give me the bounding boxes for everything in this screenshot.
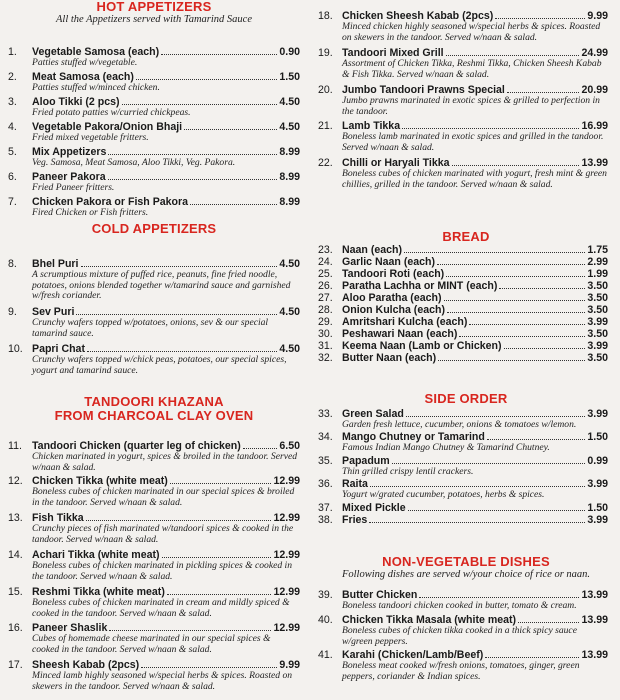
item-description: Boneless cubes of chicken marinated with yogurt, fresh mint & green chillies, grilled in the tandoor. Served w/naan & salad. [342,168,607,190]
menu-item [318,340,608,352]
item-description: Thin grilled crispy lentil crackers. [342,466,474,477]
menu-item-row [318,352,608,364]
item-name: Karahi (Chicken/Lamb/Beef) [342,649,484,661]
item-price: 0.90 [279,46,300,58]
item-name: Tandoori Roti (each) [342,268,445,280]
item-name: Jumbo Tandoori Prawns Special [342,84,505,96]
dot-leader [141,667,277,668]
item-description: Crunchy pieces of fish marinated w/tandoori spices & cooked in the tandoor. Served w/naan & salad. [32,523,294,545]
item-description: Chicken marinated in yogurt, spices & broiled in the tandoor. Served w/naan & salad. [32,451,298,473]
item-price: 3.99 [587,478,608,490]
dot-leader [447,312,585,313]
item-price: 8.99 [279,171,300,183]
item-number: 37. [318,502,333,514]
item-price: 12.99 [273,622,300,634]
menu-item [8,549,300,582]
item-price: 4.50 [279,258,300,270]
item-description: Boneless meat cooked w/fresh onions, tomatoes, ginger, green peppers, coriander & Indian spices. [342,660,580,682]
dot-leader [452,165,580,166]
dot-leader [404,252,585,253]
menu-item [318,268,608,280]
item-price: 12.99 [273,512,300,524]
dot-leader [487,439,586,440]
item-description: Boneless cubes of chicken marinated in our special spices & broiled in the tandoor. Served w/naan & salad. [32,486,295,508]
item-number: 21. [318,120,333,132]
item-price: 13.99 [581,589,608,601]
item-number: 23. [318,244,333,256]
item-description: Boneless cubes of chicken marinated in cream and mildly spiced & cooked in the tandoor. Served w/naan & salad. [32,597,290,619]
menu-item [318,47,608,80]
item-number: 25. [318,268,333,280]
section-note: Following dishes are served w/your choice of rice or naan. [341,569,591,580]
item-number: 16. [8,622,23,634]
item-price: 13.99 [581,614,608,626]
item-name: Vegetable Pakora/Onion Bhaji [32,121,183,133]
menu-item [8,258,300,302]
dot-leader [446,276,585,277]
dot-leader [162,557,272,558]
item-description: Patties stuffed w/vegetable. [32,57,138,68]
item-description: Yogurt w/grated cucumber, potatoes, herbs & spices. [342,489,545,500]
dot-leader [406,416,586,417]
item-description: Crunchy wafers topped w/potatoes, onions, sev & our special tamarind sauce. [32,317,269,339]
item-number: 40. [318,614,333,626]
item-number: 35. [318,455,333,467]
right-column [312,0,620,700]
item-price: 3.50 [587,352,608,364]
dot-leader [184,129,277,130]
item-name: Paneer Pakora [32,171,106,183]
item-number: 38. [318,514,333,526]
item-number: 13. [8,512,23,524]
item-description: Assortment of Chicken Tikka, Reshmi Tikka, Chicken Sheesh Kabab & Fish Tikka. Served w/naan & salad. [342,58,602,80]
item-number: 29. [318,316,333,328]
item-number: 41. [318,649,333,661]
dot-leader [392,463,586,464]
section-heading-tandoori-khazana: TANDOORI KHAZANA [84,394,224,409]
item-number: 4. [8,121,17,133]
menu-item [318,120,608,153]
item-name: Mixed Pickle [342,502,406,514]
item-name: Lamb Tikka [342,120,401,132]
menu-item [318,10,608,43]
item-price: 3.99 [587,408,608,420]
item-price: 24.99 [581,47,608,59]
item-name: Keema Naan (Lamb or Chicken) [342,340,502,352]
item-number: 39. [318,589,333,601]
section-heading-cold-appetizers: COLD APPETIZERS [91,221,217,236]
item-name: Fish Tikka [32,512,84,524]
menu-item-row [318,268,608,280]
menu-item [8,586,300,619]
dot-leader [108,154,277,155]
item-name: Tandoori Chicken (quarter leg of chicken) [32,440,241,452]
dot-leader [469,324,585,325]
menu-item [318,408,608,431]
left-column [0,0,308,700]
menu-item [318,478,608,501]
item-price: 3.99 [587,514,608,526]
item-name: Paratha Lachha or MINT (each) [342,280,498,292]
menu-item [318,292,608,304]
item-price: 6.50 [279,440,300,452]
item-description: Boneless lamb marinated in exotic spices and grilled in the tandoor. Served w/naan & salad. [342,131,604,153]
item-name: Meat Samosa (each) [32,71,134,83]
item-price: 3.99 [587,340,608,352]
item-name: Achari Tikka (white meat) [32,549,160,561]
item-name: Reshmi Tikka (white meat) [32,586,165,598]
section-heading-side-order: SIDE ORDER [424,391,508,406]
item-number: 14. [8,549,23,561]
item-number: 34. [318,431,333,443]
item-price: 0.99 [587,455,608,467]
item-name: Chicken Pakora or Fish Pakora [32,196,189,208]
item-price: 1.50 [587,502,608,514]
item-description: Jumbo prawns marinated in exotic spices & grilled to perfection in the tandoor. [342,95,600,117]
menu-item-row [318,502,608,514]
item-number: 9. [8,306,17,318]
menu-item [318,84,608,117]
menu-item [318,589,608,612]
menu-item-row [318,256,608,268]
section-heading-hot-appetizers: HOT APPETIZERS [96,0,212,14]
item-number: 17. [8,659,23,671]
item-price: 12.99 [273,549,300,561]
item-name: Chicken Tikka (white meat) [32,475,168,487]
menu-item [8,171,300,194]
item-number: 7. [8,196,17,208]
dot-leader [109,630,271,631]
item-price: 4.50 [279,121,300,133]
item-number: 36. [318,478,333,490]
item-price: 3.50 [587,304,608,316]
item-description: Veg. Samosa, Meat Samosa, Aloo Tikki, Veg. Pakora. [32,157,236,168]
item-description: Fried potato patties w/curried chickpeas. [32,107,191,118]
item-price: 3.50 [587,280,608,292]
menu-item [318,514,608,526]
item-name: Fries [342,514,368,526]
item-name: Amritshari Kulcha (each) [342,316,468,328]
dot-leader [402,128,579,129]
item-number: 24. [318,256,333,268]
menu-item [8,475,300,508]
item-price: 9.99 [279,659,300,671]
menu-item [318,316,608,328]
item-name: Mango Chutney or Tamarind [342,431,485,443]
menu-item [8,512,300,545]
item-number: 30. [318,328,333,340]
item-price: 8.99 [279,146,300,158]
section-subheading: FROM CHARCOAL CLAY OVEN [54,408,254,423]
menu-item [8,121,300,144]
item-name: Naan (each) [342,244,403,256]
item-name: Garlic Naan (each) [342,256,436,268]
item-price: 1.75 [587,244,608,256]
item-price: 1.99 [587,268,608,280]
menu-item [8,306,300,339]
menu-item-row [318,292,608,304]
dot-leader [108,179,278,180]
dot-leader [419,597,579,598]
item-price: 2.99 [587,256,608,268]
menu-item [318,244,608,256]
menu-item [318,157,608,190]
menu-item [318,614,608,647]
item-number: 11. [8,440,22,452]
item-name: Chicken Sheesh Kabab (2pcs) [342,10,494,22]
menu-item [8,46,300,69]
item-number: 32. [318,352,333,364]
menu-item [318,352,608,364]
menu-item-row [318,280,608,292]
item-description: Famous Indian Mango Chutney & Tamarind Chutney. [342,442,550,453]
menu-item [8,71,300,94]
section-heading-bread: BREAD [442,229,490,244]
item-description: Crunchy wafers topped w/chick peas, potatoes, our special spices, yogurt and tamarind sauce. [32,354,287,376]
dot-leader [437,264,585,265]
item-name: Onion Kulcha (each) [342,304,446,316]
menu-item [318,256,608,268]
item-name: Chilli or Haryali Tikka [342,157,450,169]
dot-leader [161,54,277,55]
item-price: 3.50 [587,328,608,340]
item-price: 3.50 [587,292,608,304]
item-price: 13.99 [581,157,608,169]
item-number: 20. [318,84,333,96]
item-name: Green Salad [342,408,404,420]
item-name: Chicken Tikka Masala (white meat) [342,614,517,626]
item-name: Vegetable Samosa (each) [32,46,160,58]
item-name: Paneer Shaslik [32,622,108,634]
item-description: Minced lamb highly seasoned w/special herbs & spices. Roasted on skewers in the tandoor. Served w/naan & salad. [32,670,293,692]
item-description: Minced chicken highly seasoned w/special herbs & spices. Roasted on skewers in the tandoor. Served w/naan & salad. [342,21,601,43]
item-name: Mix Appetizers [32,146,107,158]
item-number: 12. [8,475,23,487]
item-name: Peshawari Naan (each) [342,328,458,340]
dot-leader [86,520,272,521]
menu-item-row [318,340,608,352]
menu-item [8,659,300,692]
item-number: 18. [318,10,333,22]
dot-leader [136,79,278,80]
item-price: 13.99 [581,649,608,661]
menu-item-row [318,328,608,340]
menu-item [318,431,608,454]
item-price: 12.99 [273,586,300,598]
dot-leader [370,486,585,487]
dot-leader [170,483,272,484]
item-number: 1. [8,46,17,58]
item-name: Papadum [342,455,390,467]
item-number: 10. [8,343,23,355]
item-price: 4.50 [279,306,300,318]
dot-leader [369,522,585,523]
dot-leader [81,266,278,267]
item-number: 31. [318,340,333,352]
item-number: 2. [8,71,17,83]
dot-leader [438,360,585,361]
item-description: Fried Paneer fritters. [32,182,115,193]
item-price: 12.99 [273,475,300,487]
item-description: Patties stuffed w/minced chicken. [32,82,160,93]
item-description: Boneless cubes of chicken marinated in pickling spices & cooked in the tandoor. Served w/naan & salad. [32,560,293,582]
dot-leader [504,348,586,349]
item-price: 4.50 [279,343,300,355]
menu-item [318,502,608,514]
item-name: Raita [342,478,368,490]
item-name: Butter Naan (each) [342,352,437,364]
item-price: 4.50 [279,96,300,108]
item-number: 26. [318,280,333,292]
item-number: 28. [318,304,333,316]
item-number: 5. [8,146,17,158]
menu-item-row [318,304,608,316]
menu-item [8,622,300,655]
dot-leader [507,92,580,93]
dot-leader [518,622,579,623]
item-number: 6. [8,171,17,183]
item-number: 15. [8,586,23,598]
item-number: 22. [318,157,333,169]
item-name: Sheesh Kabab (2pcs) [32,659,140,671]
menu-item [318,328,608,340]
dot-leader [408,510,586,511]
menu-item-row [318,316,608,328]
dot-leader [167,594,272,595]
item-name: Aloo Tikki (2 pcs) [32,96,120,108]
dot-leader [485,657,579,658]
item-description: Cubes of homemade cheese marinated in our special spices & cooked in the tandoor. Served w/naan & salad. [32,633,271,655]
item-price: 9.99 [587,10,608,22]
item-number: 27. [318,292,333,304]
item-price: 1.50 [279,71,300,83]
item-name: Bhel Puri [32,258,79,270]
menu-item [318,304,608,316]
dot-leader [87,351,277,352]
item-description: Boneless cubes of chicken tikka cooked in a thick spicy sauce w/green peppers. [342,625,577,647]
menu-item [8,146,300,169]
menu-item [318,455,608,478]
item-price: 1.50 [587,431,608,443]
item-name: Sev Puri [32,306,75,318]
menu-item [8,196,300,219]
menu-item [318,649,608,682]
item-number: 19. [318,47,333,59]
section-note: All the Appetizers served with Tamarind Sauce [56,14,252,25]
item-price: 3.99 [587,316,608,328]
item-name: Aloo Paratha (each) [342,292,442,304]
menu-item [318,280,608,292]
item-number: 3. [8,96,17,108]
menu-item [8,343,300,376]
item-number: 33. [318,408,333,420]
menu-item [8,96,300,119]
item-name: Tandoori Mixed Grill [342,47,444,59]
dot-leader [444,300,586,301]
dot-leader [76,314,277,315]
dot-leader [122,104,278,105]
item-description: A scrumptious mixture of puffed rice, peanuts, fine fried noodle, potatoes, onions blended together w/tamarind sauce and garnished w/fresh coriander. [32,269,291,301]
dot-leader [446,55,580,56]
item-name: Butter Chicken [342,589,418,601]
dot-leader [459,336,585,337]
menu-item [8,440,300,473]
item-description: Fired Chicken or Fish fritters. [32,207,149,218]
item-number: 8. [8,258,17,270]
item-name: Papri Chat [32,343,85,355]
item-price: 8.99 [279,196,300,208]
dot-leader [190,204,277,205]
item-price: 20.99 [581,84,608,96]
item-description: Garden fresh lettuce, cucumber, onions & tomatoes w/lemon. [342,419,577,430]
section-heading-non-vegetable-dishes: NON-VEGETABLE DISHES [382,554,550,569]
item-description: Boneless tandoori chicken cooked in butter, tomato & cream. [342,600,577,611]
item-description: Fried mixed vegetable fritters. [32,132,149,143]
menu-item-row [318,514,608,526]
dot-leader [243,448,278,449]
item-price: 16.99 [581,120,608,132]
menu-item-row [318,244,608,256]
dot-leader [499,288,585,289]
dot-leader [495,18,585,19]
